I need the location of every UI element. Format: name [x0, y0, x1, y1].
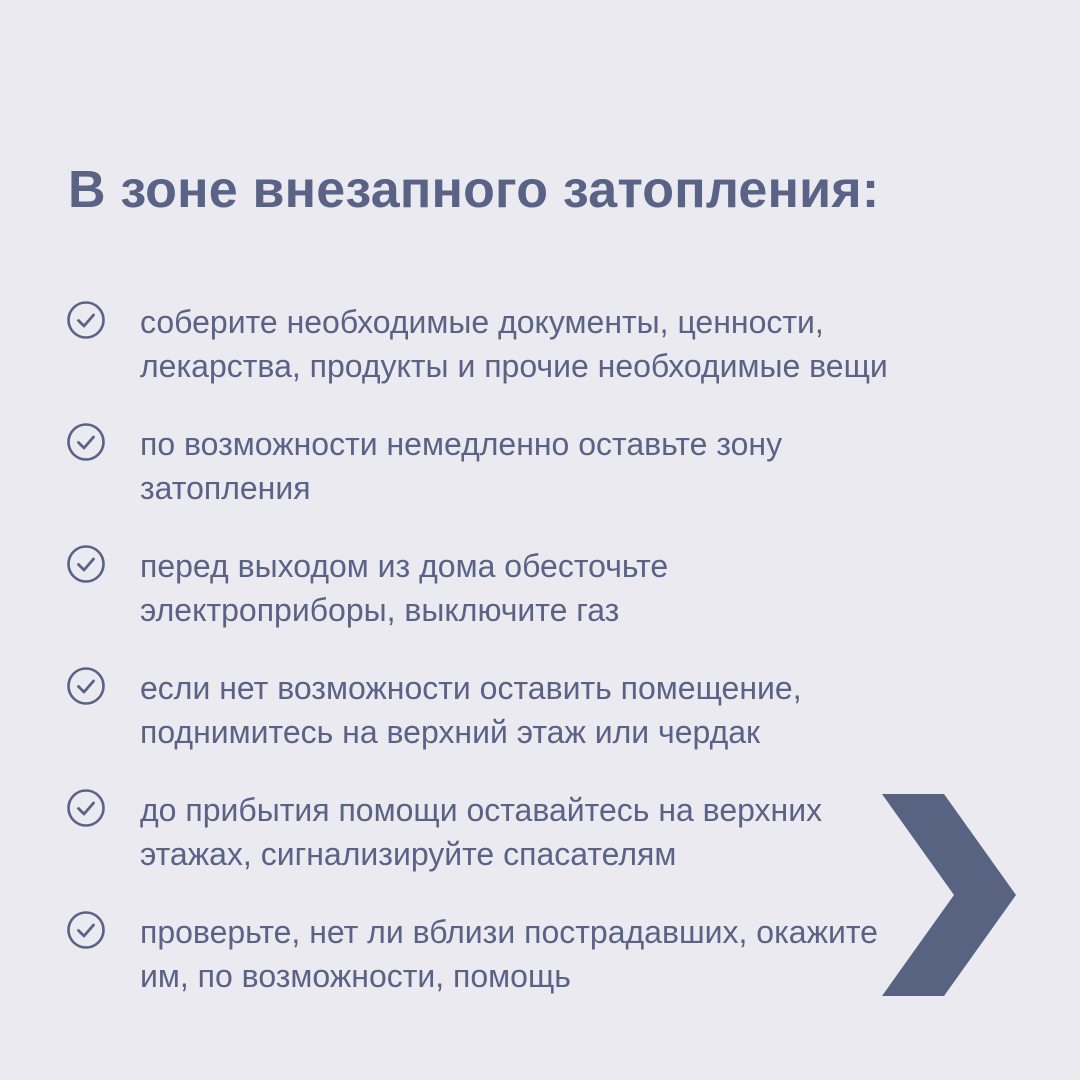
list-item-text: до прибытия помощи оставайтесь на верхних этажах, сигнализируйте спасателям	[140, 792, 823, 872]
check-circle-icon	[66, 910, 106, 950]
list-item	[66, 544, 930, 632]
list-item	[66, 666, 930, 754]
chevron-right-icon[interactable]	[882, 794, 1016, 996]
page-title: В зоне внезапного затопления:	[68, 161, 880, 219]
list-item	[66, 422, 930, 510]
check-circle-icon	[66, 422, 106, 462]
list-item-text: если нет возможности оставить помещение, поднимитесь на верхний этаж или чердак	[140, 670, 802, 750]
check-circle-icon	[66, 788, 106, 828]
list-item-text: перед выходом из дома обесточьте электроприборы, выключите газ	[140, 548, 669, 628]
check-circle-icon	[66, 544, 106, 584]
list-item-text: проверьте, нет ли вблизи пострадавших, окажите им, по возможности, помощь	[140, 914, 878, 994]
check-circle-icon	[66, 300, 106, 340]
check-circle-icon	[66, 666, 106, 706]
instruction-list	[66, 300, 1006, 1032]
list-item-text: по возможности немедленно оставьте зону затопления	[140, 426, 783, 506]
list-item	[66, 910, 930, 998]
list-item	[66, 788, 930, 876]
list-item-text: соберите необходимые документы, ценности, лекарства, продукты и прочие необходимые вещи	[140, 304, 888, 384]
list-item	[66, 300, 930, 388]
